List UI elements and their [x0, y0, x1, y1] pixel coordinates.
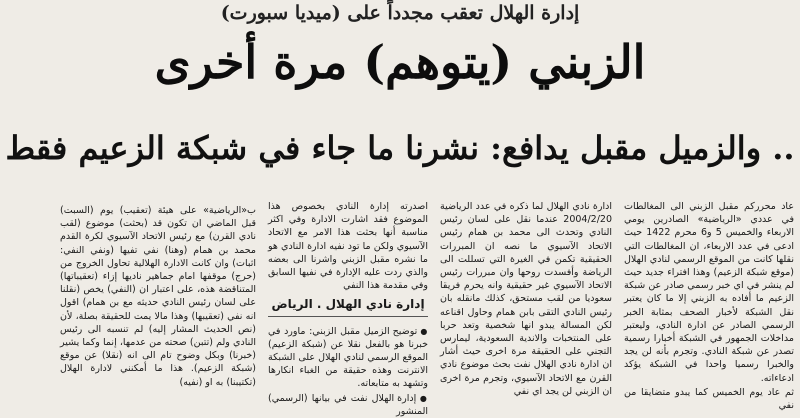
article-kicker: إدارة الهلال تعقب مجدداً على (ميديا سبورت) [220, 2, 580, 24]
statement-signature: إدارة نادي الهلال . الرياض [268, 298, 428, 316]
body-column-2 [440, 200, 612, 398]
body-column-1 [624, 200, 795, 412]
article-subheadline: .. والزميل مقبل يدافع: نشرنا ما جاء في شبكة الزعيم فقط [5, 129, 795, 167]
article-headline: الزبني (يتوهم) مرة أخرى [154, 35, 646, 89]
paragraph: ادارة نادي الهلال لما ذكره في عدد الرياضية 2004/2/20 عندما نقل على لسان رئيس النادي وتحدث الى محمد بن همام رئيس الاتحاد الآسيوي ما نصه ان المبررات الحقيقية تكمن في الغيرة التي تسللت الى الرياضة وأفسدت روحها وان مبررات رئيس الاتحاد الآسيوي غير حقيقية وانه يحرم فريقا سعوديا من لقب مستحق، كذلك مانقله بان رئيس النادي التقى بابن همام وحاول اقناعه لكن المسالة يبدو انها شخصية وتعد حربا على المنتخبات والاندية السعودية، ليمارس التجني على الحقيقة مرة اخرى حيث أشار ان ادارة نادي الهلال نفت بحث موضوع نادي القرن مع الاتحاد الآسيوي، وتجرم مرة اخرى ان الزبني لن يجد اي نفي [440, 201, 612, 397]
body-column-4 [60, 204, 256, 402]
body-column-3 [268, 200, 428, 417]
paragraph: عاد محررکم مقبل الزبني الى المغالطات في عددي «الرياضية» الصادرين يومي الاربعاء والخميس 5 و6 محرم 1422 حيث ادعى في عدد الاربعاء، ان المغالطات التي نقلها كانت من الموقع الرسمي لنادي الهلال (موقع شبكة الزعيم) وهذا افتراء جديد حيث لم ينشر في اي خبر رسمي صادر عن شبكة الزعيم ما أفاده به الزبني إلا ما كان يعتبر نقل الشبكة لأخبار الصحف بمثابة الخبر الرسمي الصادر عن ادارة النادي، وليعتبر مداخلات الجمهور في الشبكة أخبارا رسمية تصدر عن شبكة النادي. وتجرم بأنه لن يجد والخبرا رسميا واحدا في الشبكة يؤكد ادعاءاته. [624, 201, 795, 384]
paragraph: ثم عاد يوم الخميس كما يبدو متضايقا من نفي [624, 386, 794, 412]
paragraph: اصدرته إدارة النادي بخصوص هذا الموضوع فقد اشارت الادارة وفي اكثر مناسبة أنها بحثت هذا الامر مع الاتحاد الآسيوي ولكن ما تود نفيه ادارة النادي هو ما نشره مقبل الزبني واشرنا الى بعضه والذي ردت عليه الإدارة في نفيها السابق وفي مقدمة هذا النفي [268, 201, 428, 292]
bullet-paragraph: ● توضيح الزميل مقبل الزبني: ماورد في خبرنا هو بالفعل نقلا عن (شبكة الزعيم) الموقع الرسمي لنادي الهلال على الشبكة الانترنت وهذه حقيقة من الغباء انكارها وتشهد به متابعاته. [268, 325, 428, 391]
article-body [2, 182, 798, 417]
paragraph: ب«الرياضية» على هيئة (تعقيب) يوم (السبت) قبل الماضي ان تكون قد (بحثت) موضوع (لقب نادي القرن) مع رئيس الاتحاد الآسيوي لكرة القدم محمد بن همام (وهنا) نفي تفيها (ونفي النفي: اثبات) وان كانت الادارة الهلالية تحاول الخروج من (حرج) موقفها امام جماهير ناديها إزاء (تعقيباتها) المتناقضة هذه، على اعتبار ان (النفي) يخص (نقلنا على لسان رئيس النادي حديثه مع بن همام) اقول انه نفي (تعقيبها) وهذا مالا يمت للحقيقة بصلة، لأن (نص الحديث المشار إليه) لم تنسبه الى رئيس النادي ولم (تتبن) صحته من عدمها، إنما وكما يشير (خبرنا) وبكل وضوح تام الى انه (نقلا) عن موقع (شبكة الزعيم). هذا ما أمكنني لادارة الهلال (تكتيبنا) به او (نفيه) [60, 205, 256, 388]
bullet-paragraph: ● إدارة الهلال نفت في بيانها (الرسمي) المنشور [268, 392, 428, 418]
